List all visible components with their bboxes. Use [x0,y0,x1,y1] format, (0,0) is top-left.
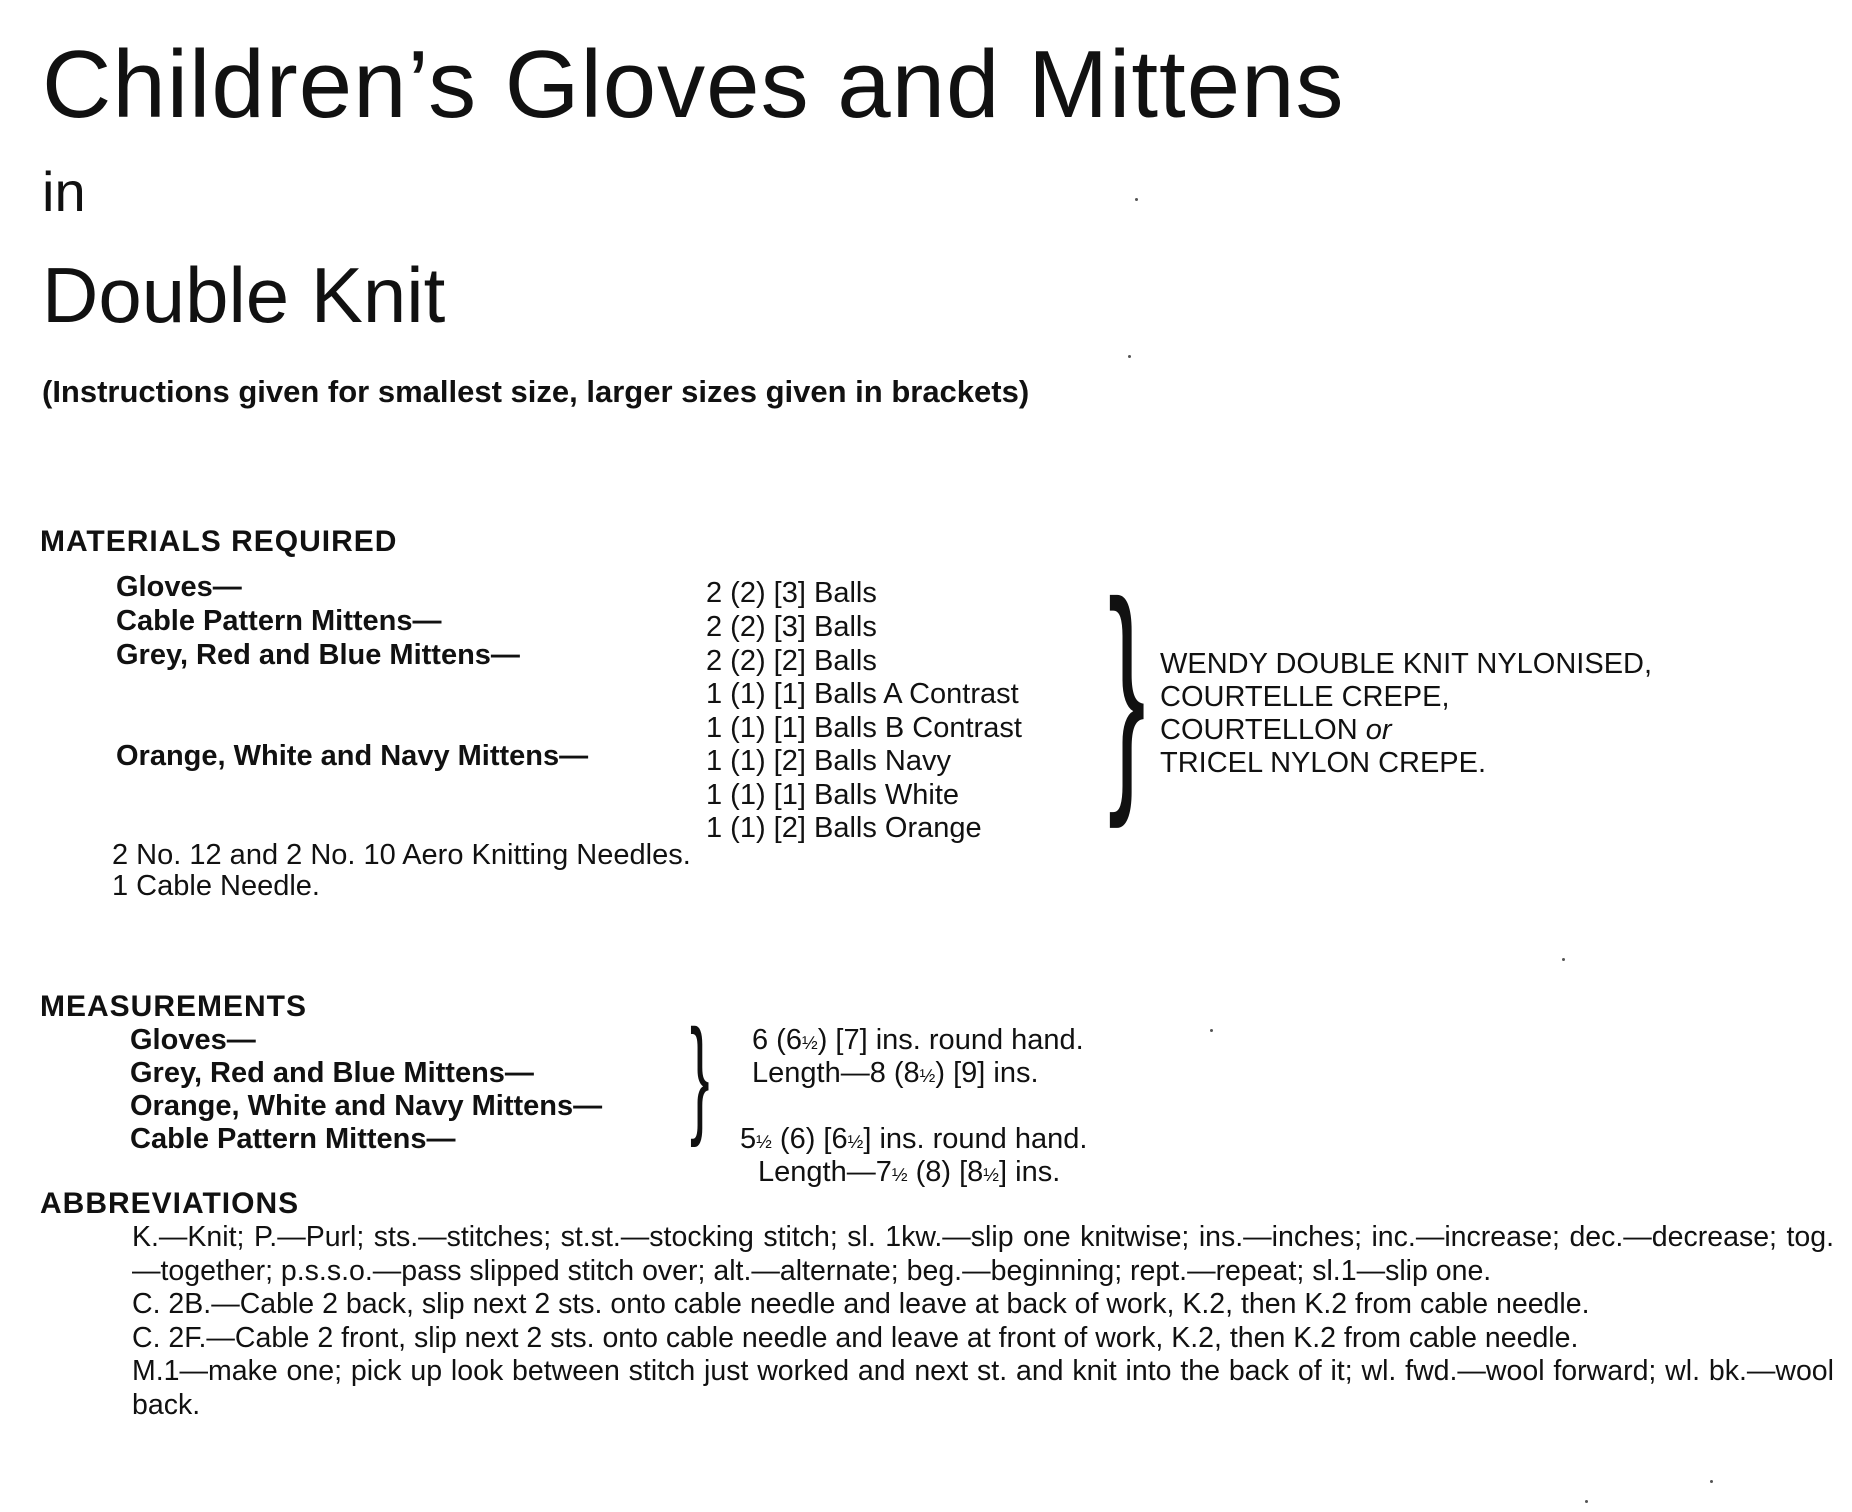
measurements-label-orange: Orange, White and Navy Mittens— [130,1090,603,1122]
yarn-line-2: COURTELLE CREPE, [1160,681,1450,713]
measurement-hand-2: 5½ (6) [6½] ins. round hand. [740,1123,1088,1155]
scan-speck [1710,1480,1713,1483]
scan-speck [1135,198,1138,201]
measurements-label-cable: Cable Pattern Mittens— [130,1123,456,1155]
materials-cable-needle: 1 Cable Needle. [112,870,320,902]
yarn-line-4: TRICEL NYLON CREPE. [1160,747,1487,779]
abbreviations-heading: ABBREVIATIONS [40,1187,300,1220]
scan-speck [1210,1029,1213,1032]
measurements-brace: } [690,1002,710,1148]
sizing-note: (Instructions given for smallest size, larger sizes given in brackets) [42,374,1030,409]
measurement-hand-1: 6 (6½) [7] ins. round hand. [752,1024,1084,1056]
materials-qty-orange: 1 (1) [2] Balls Orange [706,812,982,844]
materials-needles: 2 No. 12 and 2 No. 10 Aero Knitting Needles. [112,839,691,871]
yarn-line-3-main: COURTELLON [1160,714,1358,746]
materials-qty-white: 1 (1) [1] Balls White [706,779,960,811]
measurements-label-grey: Grey, Red and Blue Mittens— [130,1057,534,1089]
scan-speck [1562,958,1565,961]
abbreviation-c2f: C. 2F.—Cable 2 front, slip next 2 sts. onto cable needle and leave at front of work, K.2, then K.2 from cable needle. [132,1321,1579,1354]
materials-label-cable: Cable Pattern Mittens— [116,605,442,637]
abbreviation-m1: M.1—make one; pick up look between stitch just worked and next st. and knit into the back of it; wl. fwd.—wool forward; wl. bk.—wool back. [132,1355,1834,1421]
materials-qty-gloves: 2 (2) [3] Balls [706,577,877,609]
measurements-label-gloves: Gloves— [130,1024,256,1056]
measurements-heading: MEASUREMENTS [40,990,308,1023]
materials-brace: } [1108,550,1146,829]
abbreviations-general: K.—Knit; P.—Purl; sts.—stitches; st.st.—stocking stitch; sl. 1kw.—slip one knitwise; ins.—inches; inc.—increase; dec.—decrease; tog.—together; p.s.s.o.—pass slipped stitch over; alt.—alternate; beg.—beginning; rept.—repeat; sl.1—slip one. [132,1221,1834,1287]
materials-label-orange: Orange, White and Navy Mittens— [116,740,589,772]
page-subtitle: Double Knit [42,251,446,339]
scan-speck [1585,1500,1588,1503]
materials-qty-cable: 2 (2) [3] Balls [706,611,877,643]
measurement-length-2: Length—7½ (8) [8½] ins. [758,1156,1061,1188]
materials-qty-navy: 1 (1) [2] Balls Navy [706,745,951,777]
materials-qty-contrast-b: 1 (1) [1] Balls B Contrast [706,712,1022,744]
materials-qty-contrast-a: 1 (1) [1] Balls A Contrast [706,678,1019,710]
page-title: Children’s Gloves and Mittens [42,31,1345,138]
title-connector: in [42,160,86,223]
yarn-line-3 [1160,714,1780,747]
yarn-line-3-or: or [1365,714,1392,746]
abbreviation-c2b: C. 2B.—Cable 2 back, slip next 2 sts. onto cable needle and leave at back of work, K.2, then K.2 from cable needle. [132,1288,1590,1320]
yarn-options [1160,648,1780,780]
materials-heading: MATERIALS REQUIRED [40,525,398,558]
scan-speck [1128,355,1131,358]
yarn-line-1: WENDY DOUBLE KNIT NYLONISED, [1160,648,1653,680]
measurement-length-1: Length—8 (8½) [9] ins. [752,1057,1039,1089]
materials-qty-grey: 2 (2) [2] Balls [706,645,877,677]
materials-label-grey: Grey, Red and Blue Mittens— [116,639,520,671]
abbreviations-body [132,1221,1834,1422]
materials-label-gloves: Gloves— [116,571,242,603]
